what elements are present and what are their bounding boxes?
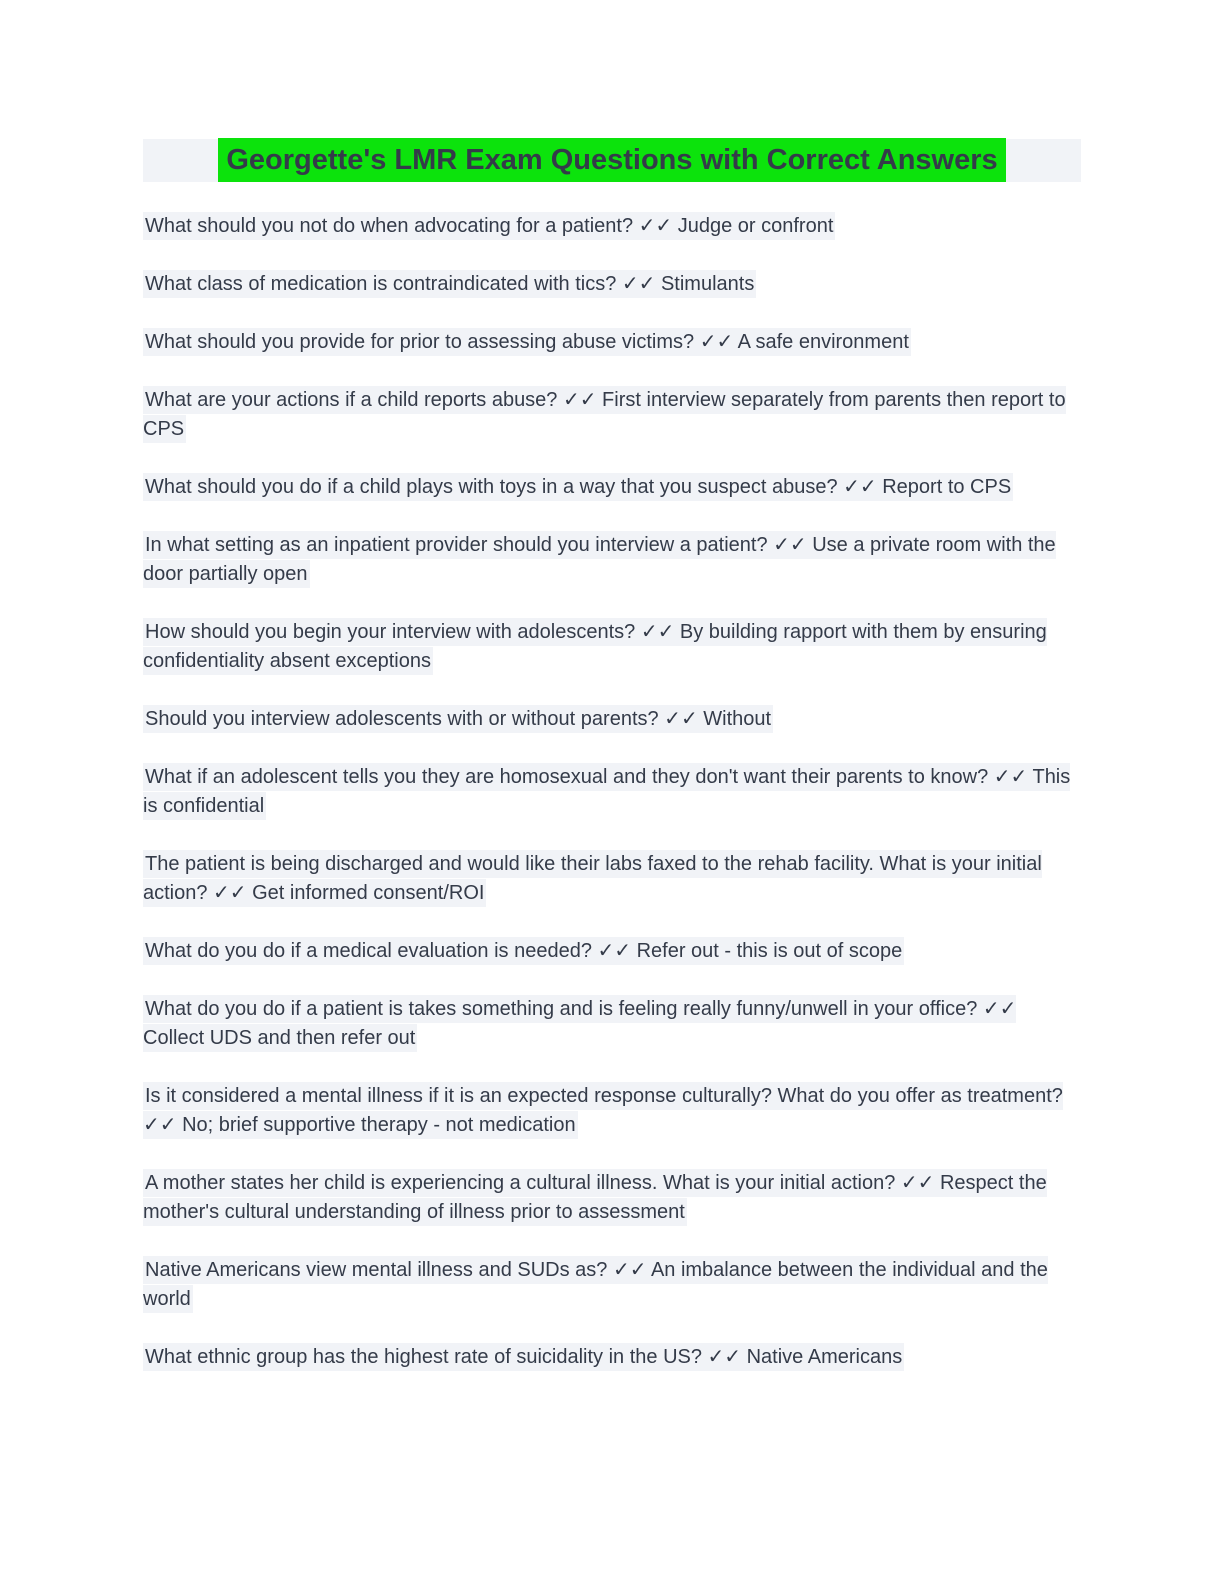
qa-item	[143, 328, 1081, 357]
qa-item	[143, 270, 1081, 299]
qa-text: What if an adolescent tells you they are homosexual and they don't want their parents to know? ✓✓ This is confidential	[143, 763, 1070, 820]
qa-text: The patient is being discharged and would like their labs faxed to the rehab facility. What is your initial action? ✓✓ Get informed consent/ROI	[143, 850, 1042, 907]
qa-item	[143, 618, 1081, 676]
qa-item	[143, 1082, 1081, 1140]
qa-text: How should you begin your interview with adolescents? ✓✓ By building rapport with them by ensuring confidentiality absent exceptions	[143, 618, 1047, 675]
qa-item	[143, 386, 1081, 444]
qa-item	[143, 1343, 1081, 1372]
qa-text: What should you provide for prior to assessing abuse victims? ✓✓ A safe environment	[143, 328, 911, 356]
title-highlight: Georgette's LMR Exam Questions with Correct Answers	[218, 138, 1005, 182]
qa-text: What are your actions if a child reports abuse? ✓✓ First interview separately from parents then report to CPS	[143, 386, 1066, 443]
qa-list	[143, 212, 1081, 1372]
qa-item	[143, 531, 1081, 589]
qa-item	[143, 212, 1081, 241]
page-title	[143, 139, 1081, 182]
qa-text: Should you interview adolescents with or without parents? ✓✓ Without	[143, 705, 773, 733]
qa-text: Is it considered a mental illness if it is an expected response culturally? What do you offer as treatment? ✓✓ No; brief supportive therapy - not medication	[143, 1082, 1063, 1139]
qa-text: A mother states her child is experiencing a cultural illness. What is your initial action? ✓✓ Respect the mother's cultural understanding of illness prior to assessment	[143, 1169, 1047, 1226]
qa-item	[143, 473, 1081, 502]
qa-text: What should you not do when advocating for a patient? ✓✓ Judge or confront	[143, 212, 835, 240]
qa-text: What should you do if a child plays with toys in a way that you suspect abuse? ✓✓ Report to CPS	[143, 473, 1013, 501]
qa-text: Native Americans view mental illness and SUDs as? ✓✓ An imbalance between the individual and the world	[143, 1256, 1048, 1313]
qa-item	[143, 763, 1081, 821]
qa-item	[143, 1169, 1081, 1227]
qa-text: What ethnic group has the highest rate of suicidality in the US? ✓✓ Native Americans	[143, 1343, 904, 1371]
qa-item	[143, 705, 1081, 734]
qa-text: In what setting as an inpatient provider should you interview a patient? ✓✓ Use a private room with the door partially open	[143, 531, 1056, 588]
qa-item	[143, 850, 1081, 908]
qa-item	[143, 995, 1081, 1053]
qa-text: What class of medication is contraindicated with tics? ✓✓ Stimulants	[143, 270, 756, 298]
qa-item	[143, 937, 1081, 966]
qa-item	[143, 1256, 1081, 1314]
qa-text: What do you do if a patient is takes something and is feeling really funny/unwell in your office? ✓✓ Collect UDS and then refer out	[143, 995, 1016, 1052]
qa-text: What do you do if a medical evaluation is needed? ✓✓ Refer out - this is out of scope	[143, 937, 904, 965]
